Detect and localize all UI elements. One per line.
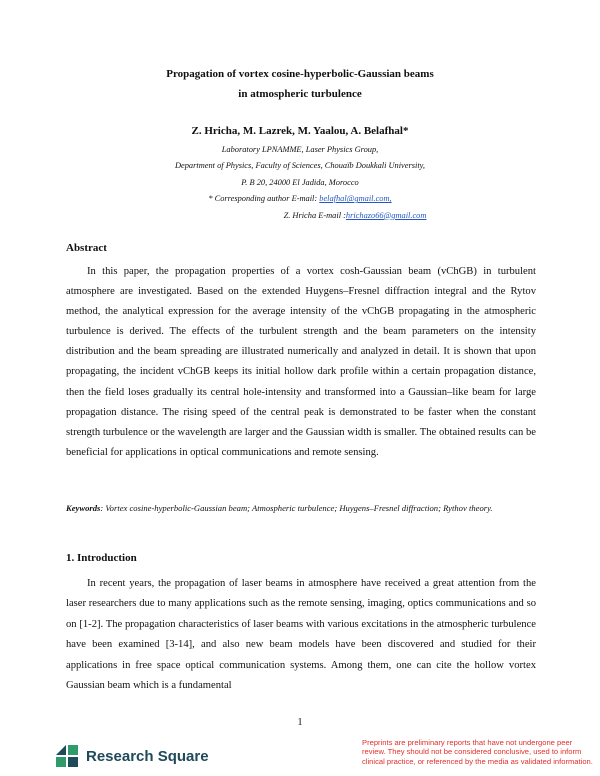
affiliation-block — [0, 142, 600, 224]
corresponding-email-link[interactable]: belafhal@gmail.com, — [319, 194, 392, 204]
introduction-body: In recent years, the propagation of laser beams in atmosphere have received a great attention from the laser researchers due to many applications such as the remote sensing, imaging, optics communications and so on [1-2]. The propagation characteristics of laser beams with various excitations in the atmospheric turbulence have been examined [3-14], and also new beam models have been discovered and studied for their applications in free space optical communication systems. Among them, one can cite the hollow vortex Gaussian beam which is a fundamental — [66, 578, 536, 692]
affiliation-address: P. B 20, 24000 El Jadida, Morocco — [241, 177, 359, 187]
author-list: Z. Hricha, M. Lazrek, M. Yaalou, A. Belafhal* — [191, 125, 409, 137]
corresponding-author-prefix: * Corresponding author E-mail: — [208, 194, 320, 204]
introduction-heading: 1. Introduction — [66, 552, 137, 564]
preprint-notice: Preprints are preliminary reports that have not undergone peer review. They should not be considered conclusive, used to inform clinical practice, or referenced by the media as validated information. — [362, 738, 593, 766]
research-square-logo[interactable] — [54, 740, 209, 772]
second-author-email-link[interactable]: hrichazo66@gmail.com — [345, 210, 427, 220]
page-number: 1 — [297, 717, 303, 728]
paper-title — [0, 64, 600, 104]
keywords-label: Keywords — [66, 503, 101, 513]
title-line-1: Propagation of vortex cosine-hyperbolic-Gaussian beams — [166, 68, 434, 80]
research-square-brand: Research Square — [86, 747, 209, 765]
corresponding-author-line — [0, 191, 600, 207]
second-author-email-line — [0, 208, 600, 224]
abstract-heading: Abstract — [66, 242, 107, 254]
keywords-text: : Vortex cosine-hyperbolic-Gaussian beam; Atmospheric turbulence; Huygens–Fresnel diffraction; Rythov theory. — [100, 503, 493, 513]
research-square-logo-icon — [54, 743, 80, 769]
second-author-prefix: Z. Hricha E-mail : — [283, 210, 346, 220]
title-line-2: in atmospheric turbulence — [238, 88, 362, 100]
affiliation-department: Department of Physics, Faculty of Sciences, Chouaïb Doukkali University, — [174, 161, 426, 171]
abstract-body: In this paper, the propagation properties of a vortex cosh-Gaussian beam (vChGB) in turbulent atmosphere are investigated. Based on the extended Huygens–Fresnel diffraction integral and the Rytov method, the analytical expression for the average intensity of the vChGB propagating in the atmospheric turbulence is derived. The effects of the turbulent strength and the beam parameters on the intensity distribution and the beam spreading are illustrated numerically and analyzed in detail. It is shown that upon propagating, the incident vChGB keeps its initial hollow dark profile within a certain propagation distance, then the field loses gradually its central hole-intensity and transformed into a Gaussian–like beam for large propagation distance. The rising speed of the central peak is demonstrated to be faster when the constant strength turbulence or the wavelength are larger and the Gaussian width is smaller. The obtained results can be beneficial for applications in optical communications and remote sensing. — [66, 266, 536, 458]
keywords-block — [66, 500, 536, 517]
affiliation-lab: Laboratory LPNAMME, Laser Physics Group, — [221, 145, 379, 154]
